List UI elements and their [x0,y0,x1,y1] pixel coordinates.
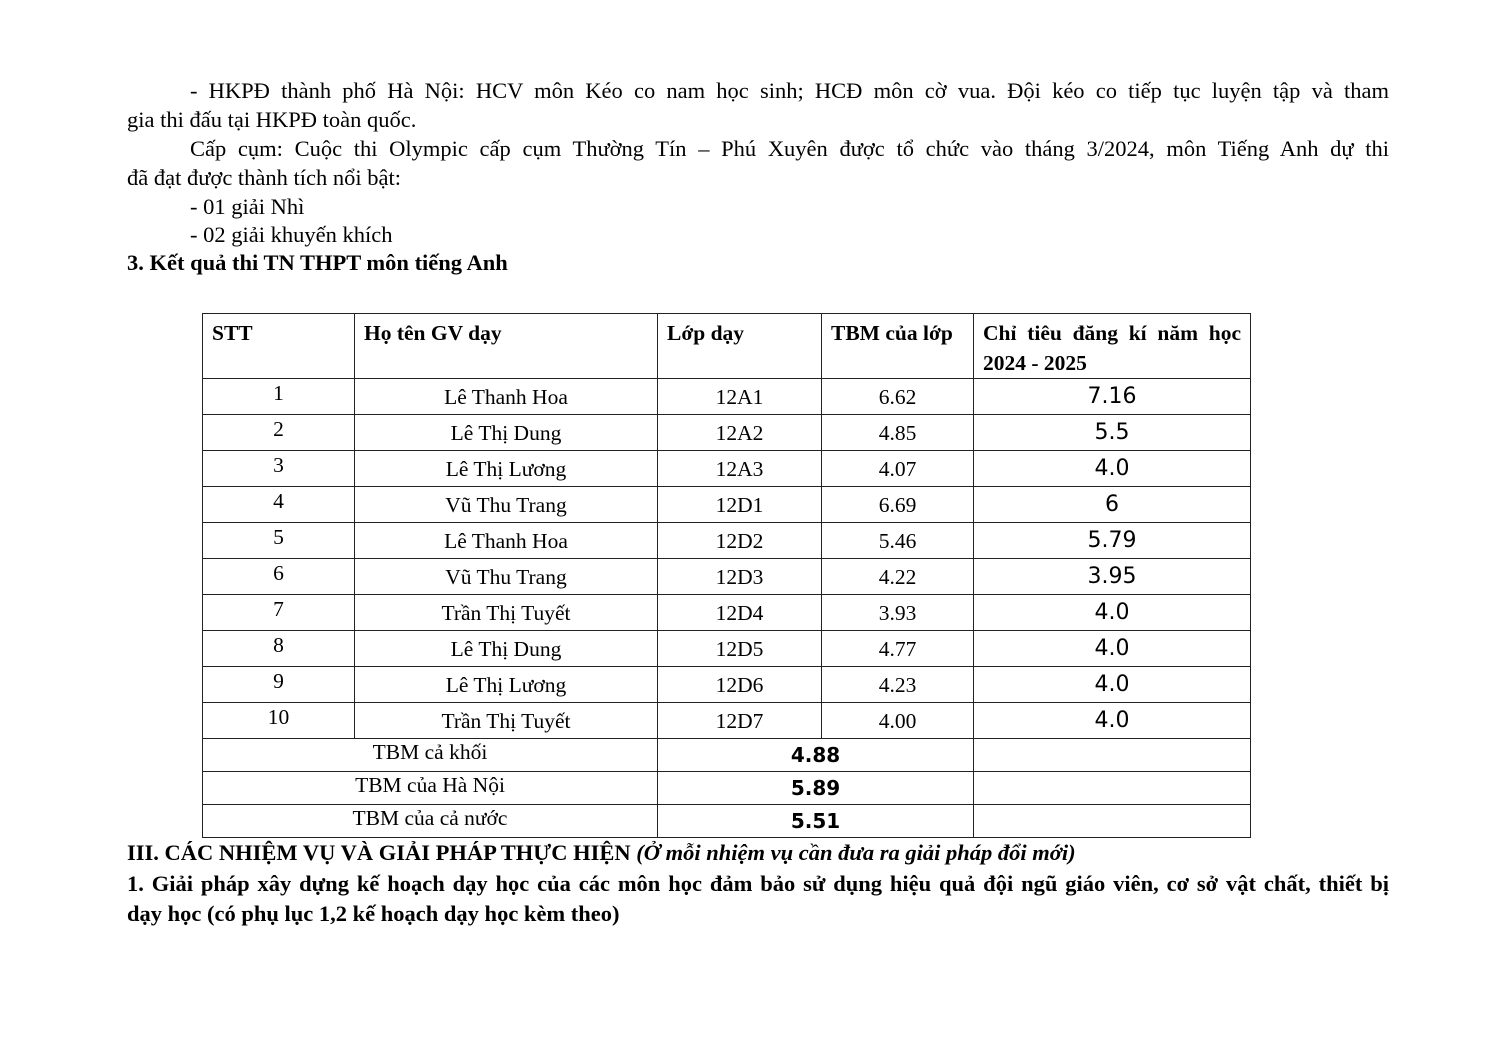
summary-row-national [203,805,1251,838]
cell-teacher: Lê Thị Lương [355,451,658,487]
cell-teacher: Vũ Thu Trang [355,559,658,595]
cell-class: 12D6 [658,667,822,703]
cell-stt: 9 [203,667,355,703]
intro-paragraph-line-1: - HKPĐ thành phố Hà Nội: HCV môn Kéo co nam học sinh; HCĐ môn cờ vua. Đội kéo co tiếp tục luyện tập và tham [190,78,1389,103]
cell-class: 12A1 [658,379,822,415]
summary-label: TBM của Hà Nội [203,772,658,805]
cell-target: 7.16 [974,379,1251,415]
cell-class: 12D3 [658,559,822,595]
cell-stt: 1 [203,379,355,415]
section-3-heading: 3. Kết quả thi TN THPT môn tiếng Anh [127,250,508,275]
table-row [203,559,1251,595]
summary-row-hanoi [203,772,1251,805]
summary-label: TBM cả khối [203,739,658,772]
cell-target: 4.0 [974,667,1251,703]
header-teacher: Họ tên GV dạy [355,314,658,379]
cell-stt: 10 [203,703,355,739]
cell-target: 3.95 [974,559,1251,595]
item-1-heading-line-1: 1. Giải pháp xây dựng kế hoạch dạy học của các môn học đảm bảo sử dụng hiệu quả đội ngũ giáo viên, cơ sở vật chất, thiết bị [127,871,1389,896]
table-row [203,523,1251,559]
table-row [203,667,1251,703]
summary-row-grade [203,739,1251,772]
cell-class: 12D1 [658,487,822,523]
award-bullet-2: - 02 giải khuyến khích [190,222,393,247]
cell-avg: 4.22 [822,559,974,595]
cell-avg: 5.46 [822,523,974,559]
summary-value: 4.88 [658,739,974,772]
summary-empty-cell [974,772,1251,805]
summary-value: 5.51 [658,805,974,838]
table-row [203,487,1251,523]
table-header-row [203,314,1251,379]
section-iii-note: (Ở mỗi nhiệm vụ cần đưa ra giải pháp đổi mới) [636,840,1076,865]
cell-avg: 4.77 [822,631,974,667]
table-row [203,415,1251,451]
cell-stt: 3 [203,451,355,487]
summary-empty-cell [974,739,1251,772]
header-class: Lớp dạy [658,314,822,379]
table-row [203,595,1251,631]
cell-teacher: Lê Thị Dung [355,631,658,667]
table-row [203,451,1251,487]
cell-avg: 4.07 [822,451,974,487]
table-row [203,703,1251,739]
cell-avg: 3.93 [822,595,974,631]
cell-teacher: Lê Thanh Hoa [355,379,658,415]
cell-teacher: Lê Thanh Hoa [355,523,658,559]
cell-teacher: Lê Thị Dung [355,415,658,451]
cluster-paragraph-line-2: đã đạt được thành tích nổi bật: [127,165,402,190]
cell-target: 5.5 [974,415,1251,451]
cell-avg: 6.62 [822,379,974,415]
cell-class: 12D5 [658,631,822,667]
cell-stt: 2 [203,415,355,451]
table-row [203,631,1251,667]
summary-label: TBM của cả nước [203,805,658,838]
cell-teacher: Vũ Thu Trang [355,487,658,523]
header-stt: STT [203,314,355,379]
cell-avg: 4.23 [822,667,974,703]
cell-avg: 6.69 [822,487,974,523]
cell-target: 4.0 [974,595,1251,631]
summary-empty-cell [974,805,1251,838]
cell-teacher: Trần Thị Tuyết [355,595,658,631]
cell-avg: 4.85 [822,415,974,451]
cell-stt: 4 [203,487,355,523]
cell-teacher: Trần Thị Tuyết [355,703,658,739]
cell-target: 4.0 [974,451,1251,487]
cell-class: 12D4 [658,595,822,631]
cell-class: 12D7 [658,703,822,739]
cell-class: 12D2 [658,523,822,559]
cell-class: 12A3 [658,451,822,487]
header-target: Chỉ tiêu đăng kí năm học 2024 - 2025 [974,314,1251,379]
cell-teacher: Lê Thị Lương [355,667,658,703]
cluster-paragraph-line-1: Cấp cụm: Cuộc thi Olympic cấp cụm Thường Tín – Phú Xuyên được tổ chức vào tháng 3/2024, môn Tiếng Anh dự thi [190,136,1389,161]
cell-class: 12A2 [658,415,822,451]
section-iii-title: III. CÁC NHIỆM VỤ VÀ GIẢI PHÁP THỰC HIỆN [127,840,631,865]
exam-results-table [202,313,1251,838]
table-row [203,379,1251,415]
cell-target: 6 [974,487,1251,523]
cell-target: 4.0 [974,703,1251,739]
award-bullet-1: - 01 giải Nhì [190,194,305,219]
header-class-avg: TBM của lớp [822,314,974,379]
cell-target: 4.0 [974,631,1251,667]
section-iii-heading [127,838,1389,868]
cell-target: 5.79 [974,523,1251,559]
cell-avg: 4.00 [822,703,974,739]
cell-stt: 5 [203,523,355,559]
cell-stt: 7 [203,595,355,631]
intro-paragraph-line-2: gia thi đấu tại HKPĐ toàn quốc. [127,107,417,132]
item-1-heading-line-2: dạy học (có phụ lục 1,2 kế hoạch dạy học kèm theo) [127,901,620,926]
summary-value: 5.89 [658,772,974,805]
cell-stt: 6 [203,559,355,595]
cell-stt: 8 [203,631,355,667]
